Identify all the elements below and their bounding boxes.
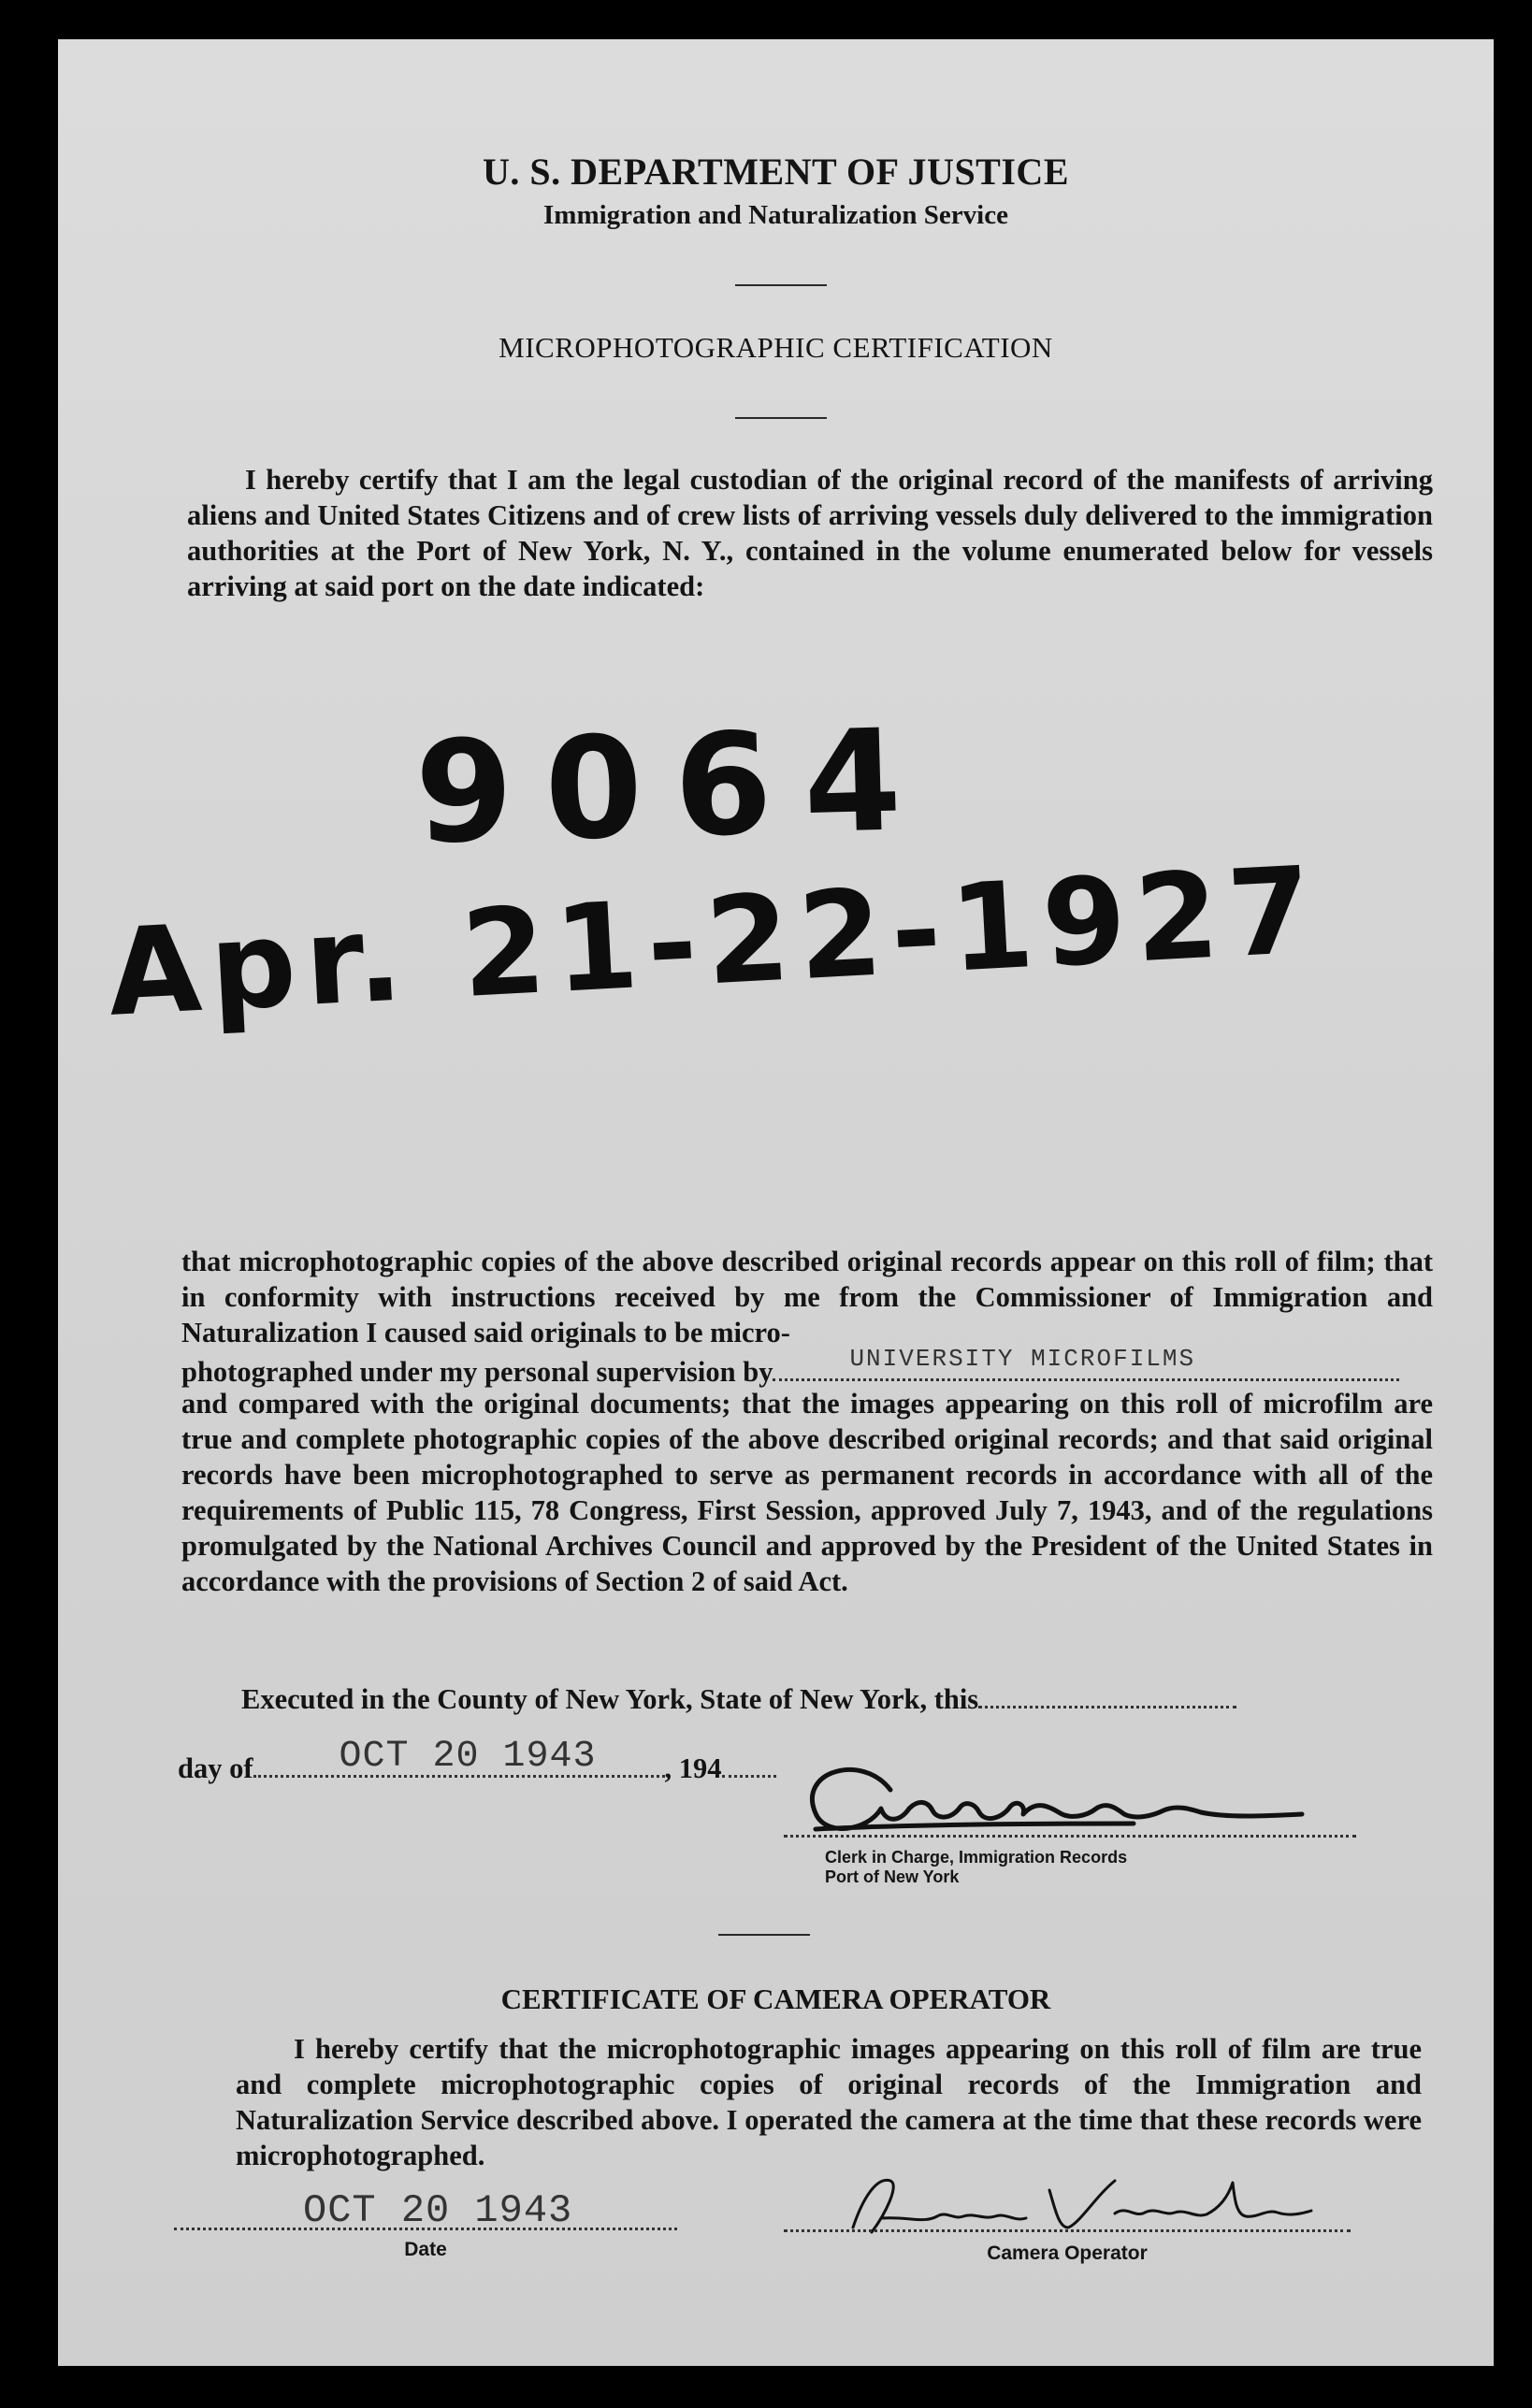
operator-stamped-date: OCT 20 1943 [303,2188,573,2233]
clerk-port: Port of New York [825,1867,960,1886]
camera-operator-signature [834,2162,1358,2246]
stamped-date: OCT 20 1943 [339,1736,597,1778]
handwritten-volume-number: 9064 [413,699,935,875]
date-signature-line [174,2228,677,2230]
service-subtitle: Immigration and Naturalization Service [543,200,1008,230]
supervision-text: photographed under my personal supervision by [181,1356,773,1388]
executed-line [241,1681,1373,1717]
date-blank [253,1736,665,1778]
body-paragraph-3: and compared with the original documents; that the images appearing on this roll of microfilm are true and complete photographic copies of the above described original records; and that said original records have been microphotographed to serve as permanent records in accordance with all of the requirements of Public 115, 78 Congress, First Session, approved July 7, 1943, and of the regulations promulgated by the National Archives Council and approved by the President of the United States in accordance with the provisions of Section 2 of said Act. [181,1388,1433,1597]
clerk-title: Clerk in Charge, Immigration Records [825,1848,1128,1867]
certification-heading: MICROPHOTOGRAPHIC CERTIFICATION [499,331,1053,364]
certificate-sheet [58,39,1494,2366]
year-prefix: , 194 [664,1752,722,1784]
handwritten-dates: Apr. 21-22-1927 [105,841,1324,1044]
day-of-label: day of [178,1752,253,1784]
supervisor-blank [773,1345,1399,1381]
divider [735,417,827,419]
camera-operator-heading: CERTIFICATE OF CAMERA OPERATOR [500,1983,1051,2015]
operator-signature-line [784,2229,1351,2232]
stamped-company: UNIVERSITY MICROFILMS [849,1345,1196,1373]
body-supervision-line [181,1345,1433,1390]
divider [718,1934,810,1936]
day-blank [978,1683,1236,1709]
body-paragraph-1: that microphotographic copies of the above described original records appear on this roll of film; that in conformity with instructions received by me from the Commissioner of Immigration and Naturalization I caused said originals to be micro- [181,1246,1433,1348]
operator-label: Camera Operator [987,2242,1148,2264]
executed-text: Executed in the County of New York, State of New York, this [241,1683,979,1715]
intro-paragraph: I hereby certify that I am the legal custodian of the original record of the manifests of arriving aliens and United States Citizens and of crew lists of arriving vessels duly delivered to the immigration authorities at the Port of New York, N. Y., contained in the volume enumerated below for vessels arriving at said port on the date indicated: [187,464,1433,602]
clerk-signature-line [784,1835,1356,1838]
department-title: U. S. DEPARTMENT OF JUSTICE [483,151,1069,193]
year-blank [722,1752,776,1778]
camera-operator-paragraph: I hereby certify that the microphotographic images appearing on this roll of film are true and complete microphotographic copies of original records of the Immigration and Naturalization Service described above. I operated the camera at the time that these records were microphotographed. [236,2033,1422,2171]
date-label: Date [404,2239,447,2260]
day-of-line [178,1736,776,1786]
divider [735,284,827,286]
